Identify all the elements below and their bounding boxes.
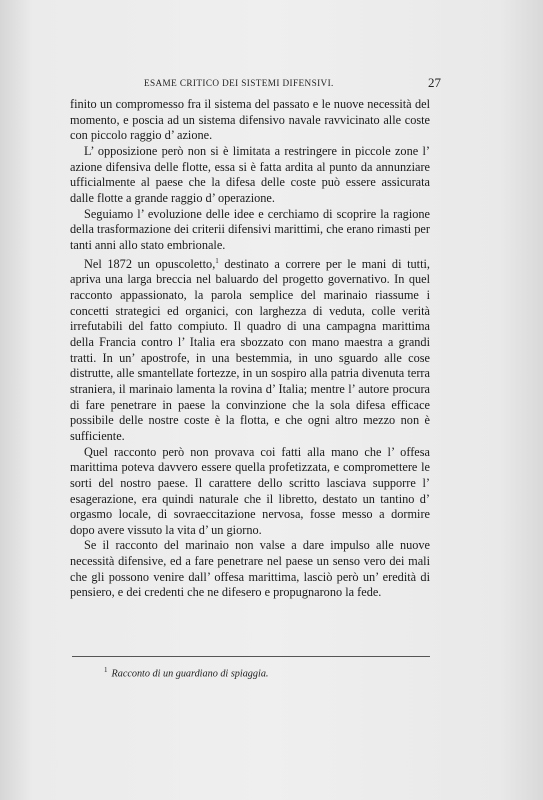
footnote-reference: 1: [215, 256, 219, 265]
footnote: [104, 666, 268, 679]
paragraph: Seguiamo l’ evoluzione delle idee e cerchiamo di scoprire la ragione della trasformazione dei criterii difensivi marittimi, che erano rimasti per tanti anni allo stato embrionale.: [70, 206, 430, 252]
paragraph-rest: destinato a correre per le mani di tutti, apriva una larga breccia nel baluardo del progetto governativo. In quel racconto appassionato, la parola semplice del marinaio riassume i concetti strategici ed organici, con larghezza di veduta, colle verità irrefutabili del fatto compiuto. Il quadro di una campagna marittima della Francia contro l’ Italia era sbozzato con mano maestra a grandi tratti. In un’ apostrofe, in una bestemmia, in uno sguardo alle cose distrutte, alle smantellate fortezze, in un sospiro alla patria divenuta terra straniera, il marinaio lamenta la rovina d’ Italia; mentre l’ autore procura di fare penetrare in paese la convinzione che la sola difesa efficace possibile delle nostre coste è la flotta, e che ogni altro mezzo non è sufficiente.: [70, 256, 431, 443]
footnote-text: Racconto di un guardiano di spiaggia.: [111, 668, 269, 680]
running-title: ESAME CRITICO DEI SISTEMI DIFENSIVI.: [144, 78, 334, 88]
page-number: 27: [428, 75, 441, 90]
paragraph: [70, 254, 430, 445]
paragraph: L’ opposizione però non si è limitata a restringere in piccole zone l’ azione difensiva delle flotte, essa si è fatta ardita al punto da annunziare ufficialmente al paese che la difesa delle coste può essere assicurata dalle flotte a grande raggio d’ operazione.: [70, 143, 430, 205]
paragraph: finito un compromesso fra il sistema del passato e le nuove necessità del momento, e poscia ad un sistema difensivo navale ravvicinato alle coste con piccolo raggio d’ azione.: [70, 97, 430, 143]
footnote-mark: 1: [104, 666, 108, 674]
body-text: [70, 97, 430, 601]
paragraph: Se il racconto del marinaio non valse a dare impulso alle nuove necessità difensive, ed a fare penetrare nel paese un senso vero dei mali che gli possono venire dall’ offesa marittima, lasciò però un’ eredità di pensiero, e dei credenti che ne difesero e propugnarono la fede.: [70, 538, 430, 600]
footnote-divider: [72, 656, 430, 657]
paragraph-start: Nel 1872 un opuscoletto,: [84, 256, 216, 271]
paragraph: Quel racconto però non provava coi fatti alla mano che l’ offesa marittima poteva davvero essere quella profetizzata, e compromettere le sorti del nostro paese. Il carattere dello scritto lasciava supporre l’ esagerazione, era quindi naturale che il libretto, destato un tantino d’ orgasmo locale, di sovraeccitazione nervosa, fosse messo a dormire dopo avere vissuto la vita d’ un giorno.: [70, 444, 430, 537]
